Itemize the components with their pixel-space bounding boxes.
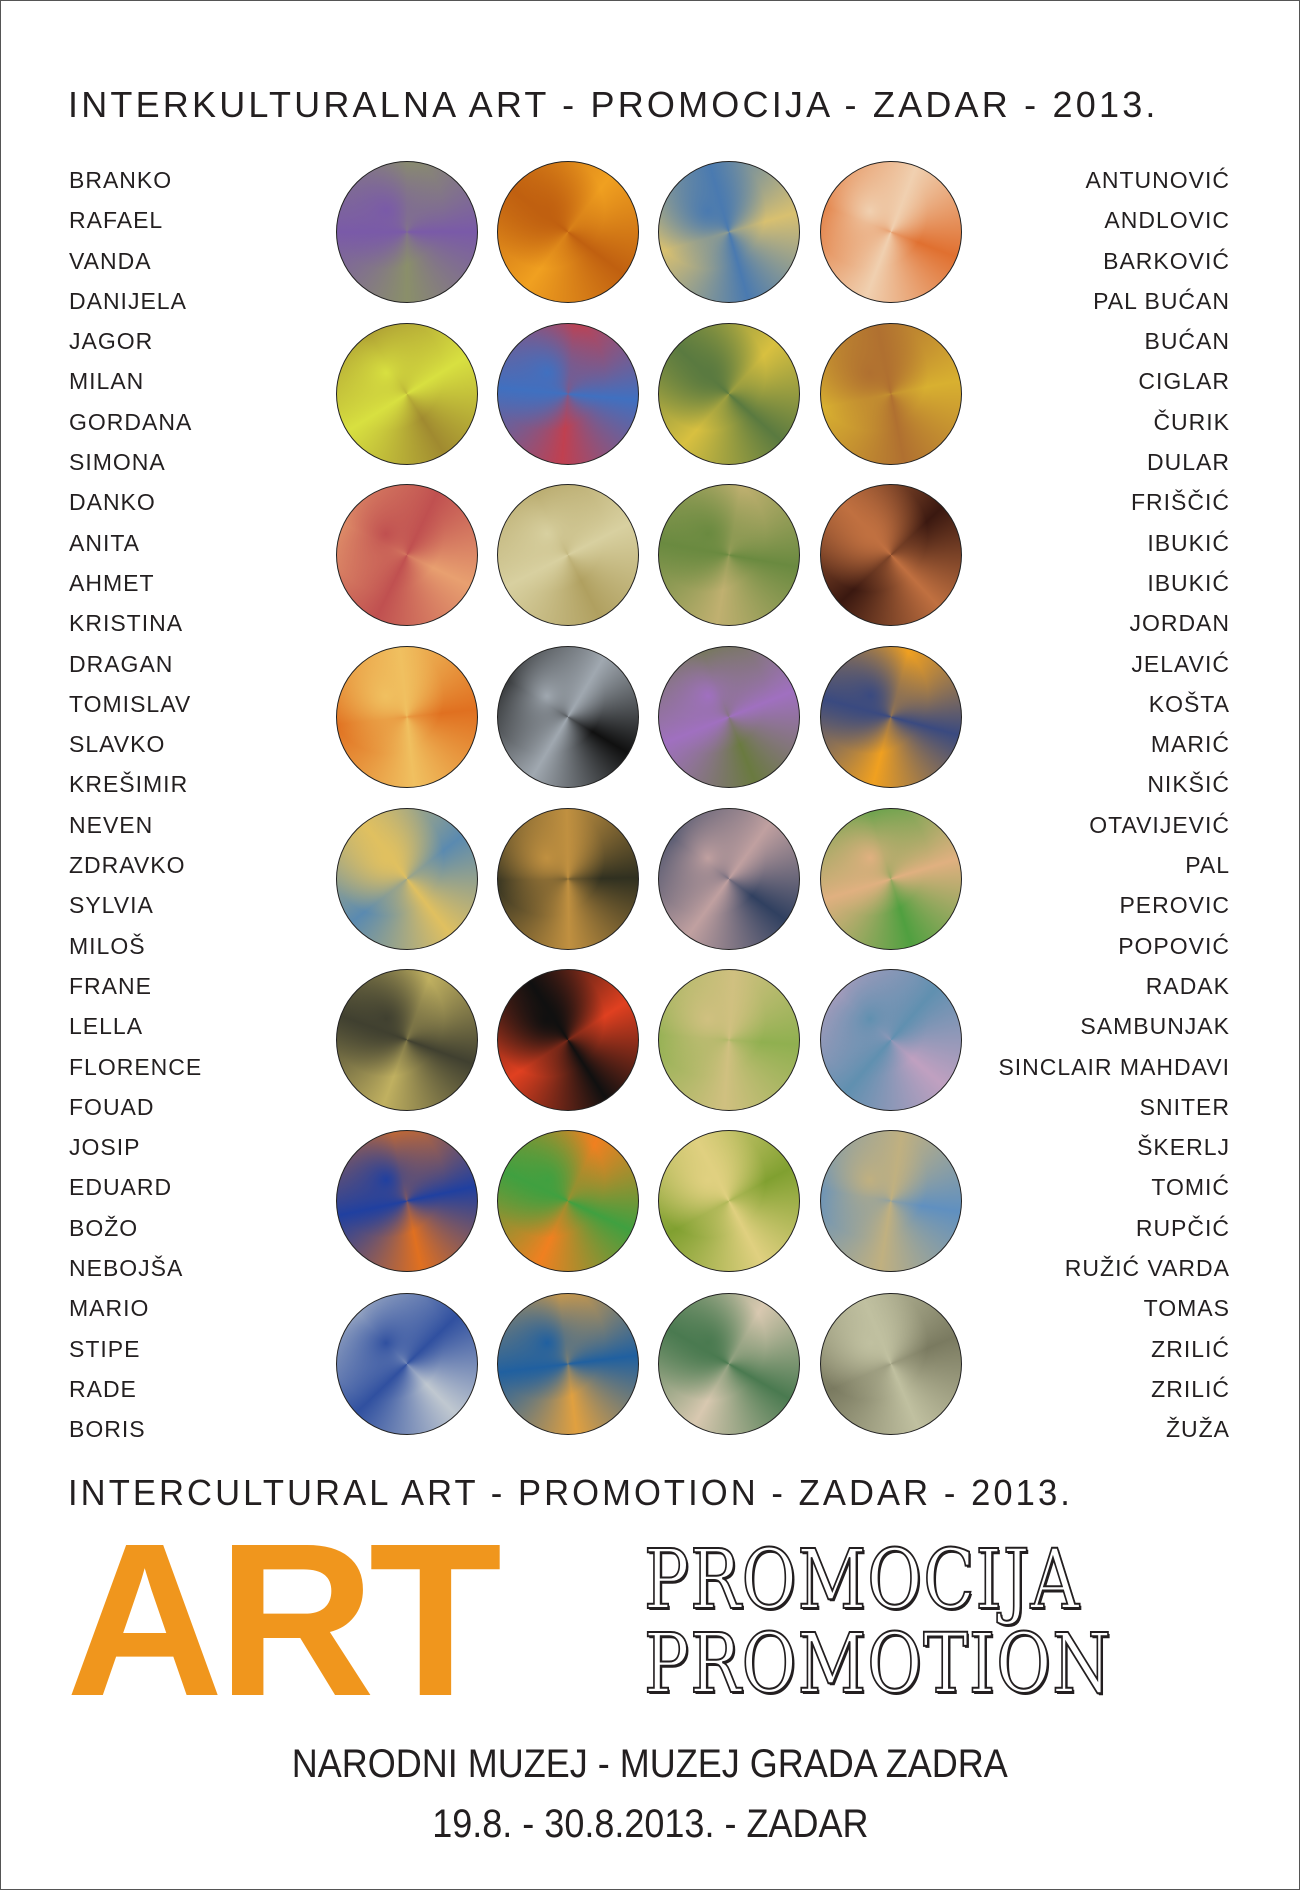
art-logo: ART	[66, 1499, 497, 1742]
first-name: SYLVIA	[69, 892, 154, 919]
last-name: POPOVIĆ	[1118, 932, 1230, 959]
first-name: EDUARD	[69, 1174, 173, 1201]
artwork-circle	[820, 808, 962, 950]
poster-title: INTERKULTURALNA ART - PROMOCIJA - ZADAR - 2013.	[68, 84, 1159, 125]
logo-promotion: PROMOTION	[644, 1617, 1112, 1712]
last-name: ANTUNOVIĆ	[1085, 167, 1230, 193]
artwork-circle	[497, 808, 639, 950]
last-name: PEROVIC	[1119, 892, 1230, 919]
first-name: NEVEN	[69, 811, 154, 838]
first-name: BRANKO	[69, 167, 173, 193]
first-name: RAFAEL	[69, 207, 164, 234]
artwork-circle	[497, 969, 639, 1111]
artwork-circle	[336, 161, 478, 303]
last-names-column	[998, 160, 1230, 1450]
dates-text	[0, 1802, 1300, 1847]
last-name: RADAK	[1145, 972, 1230, 999]
logo-promocija: PROMOCIJA	[644, 1533, 1080, 1628]
artwork-circle	[497, 1293, 639, 1435]
artwork-circle	[497, 646, 639, 788]
last-name: FRIŠČIĆ	[1131, 489, 1230, 516]
artwork-circle	[658, 1130, 800, 1272]
venue-label: NARODNI MUZEJ - MUZEJ GRADA ZADRA	[291, 1742, 1009, 1786]
first-name: SIMONA	[69, 449, 166, 476]
first-name: JOSIP	[69, 1134, 141, 1161]
artwork-circle	[497, 1130, 639, 1272]
last-name: JELAVIĆ	[1131, 650, 1230, 677]
last-name: JORDAN	[1129, 610, 1230, 637]
artwork-circle	[658, 646, 800, 788]
last-name: KOŠTA	[1148, 690, 1230, 717]
last-name: MARIĆ	[1150, 731, 1230, 758]
last-name: TOMIĆ	[1151, 1174, 1230, 1201]
last-name: RUPČIĆ	[1135, 1214, 1230, 1241]
first-name: TOMISLAV	[69, 690, 192, 717]
first-name: LELLA	[69, 1013, 144, 1040]
artwork-circle	[336, 323, 478, 465]
last-name: ČURIK	[1153, 408, 1230, 435]
artwork-circle	[658, 484, 800, 626]
artwork-circle	[820, 969, 962, 1111]
first-name: FOUAD	[69, 1093, 155, 1120]
first-name: JAGOR	[69, 328, 154, 355]
last-name: IBUKIĆ	[1147, 529, 1230, 556]
artwork-circle	[820, 646, 962, 788]
first-name: MARIO	[69, 1295, 150, 1322]
poster-subtitle: INTERCULTURAL ART - PROMOTION - ZADAR - 2013.	[68, 1472, 1073, 1513]
last-name: IBUKIĆ	[1147, 569, 1230, 596]
artwork-circle	[336, 1130, 478, 1272]
dates-label: 19.8. - 30.8.2013. - ZADAR	[431, 1802, 869, 1846]
artwork-circle	[497, 161, 639, 303]
last-name: ŽUŽA	[1165, 1416, 1230, 1443]
last-name: PAL BUĆAN	[1093, 287, 1230, 314]
first-name: NEBOJŠA	[69, 1255, 184, 1282]
artwork-circle	[336, 646, 478, 788]
last-name: DULAR	[1147, 449, 1230, 476]
first-name: SLAVKO	[69, 731, 166, 758]
first-name: AHMET	[69, 569, 155, 596]
venue-text	[0, 1742, 1300, 1787]
last-name: ZRILIĆ	[1151, 1375, 1230, 1402]
artwork-circle	[658, 323, 800, 465]
last-name: RUŽIĆ VARDA	[1064, 1255, 1230, 1282]
artwork-circle	[336, 969, 478, 1111]
last-name: TOMAS	[1143, 1295, 1230, 1322]
artwork-circle	[820, 1130, 962, 1272]
artwork-circle	[497, 323, 639, 465]
artwork-circle	[820, 161, 962, 303]
first-name: VANDA	[69, 247, 152, 274]
artwork-circle	[336, 484, 478, 626]
artwork-circle	[336, 1293, 478, 1435]
last-name: OTAVIJEVIĆ	[1089, 811, 1230, 838]
first-name: FLORENCE	[69, 1053, 203, 1080]
last-name: BUĆAN	[1144, 328, 1230, 355]
first-name: FRANE	[69, 972, 152, 999]
last-name: SINCLAIR MAHDAVI	[998, 1053, 1230, 1080]
first-name: MILAN	[69, 368, 145, 395]
artwork-circle	[820, 484, 962, 626]
first-name: MILOŠ	[69, 932, 146, 959]
artwork-circle	[658, 808, 800, 950]
first-name: DRAGAN	[69, 650, 174, 677]
first-name: DANKO	[69, 489, 156, 516]
last-name: ANDLOVIC	[1104, 207, 1230, 234]
artwork-circle	[658, 161, 800, 303]
first-name: BORIS	[69, 1416, 146, 1443]
first-name: KRISTINA	[69, 610, 184, 637]
first-name: GORDANA	[69, 408, 193, 435]
first-name: KREŠIMIR	[69, 771, 189, 798]
last-name: ŠKERLJ	[1137, 1134, 1230, 1161]
last-name: PAL	[1185, 852, 1230, 879]
last-name: NIKŠIĆ	[1147, 771, 1230, 798]
last-name: ZRILIĆ	[1151, 1335, 1230, 1362]
first-names-column	[69, 160, 202, 1450]
first-name: BOŽO	[69, 1214, 139, 1241]
artwork-circle	[820, 323, 962, 465]
artwork-circle	[658, 1293, 800, 1435]
first-name: ZDRAVKO	[69, 852, 186, 879]
last-name: SNITER	[1139, 1093, 1230, 1120]
first-name: RADE	[69, 1375, 137, 1402]
last-name: SAMBUNJAK	[1080, 1013, 1230, 1040]
artwork-circle	[336, 808, 478, 950]
artwork-circle	[658, 969, 800, 1111]
first-name: DANIJELA	[69, 287, 187, 314]
artwork-circle	[820, 1293, 962, 1435]
artwork-circle	[497, 484, 639, 626]
last-name: CIGLAR	[1138, 368, 1230, 395]
last-name: BARKOVIĆ	[1103, 247, 1230, 274]
first-name: ANITA	[69, 529, 141, 556]
first-name: STIPE	[69, 1335, 141, 1362]
